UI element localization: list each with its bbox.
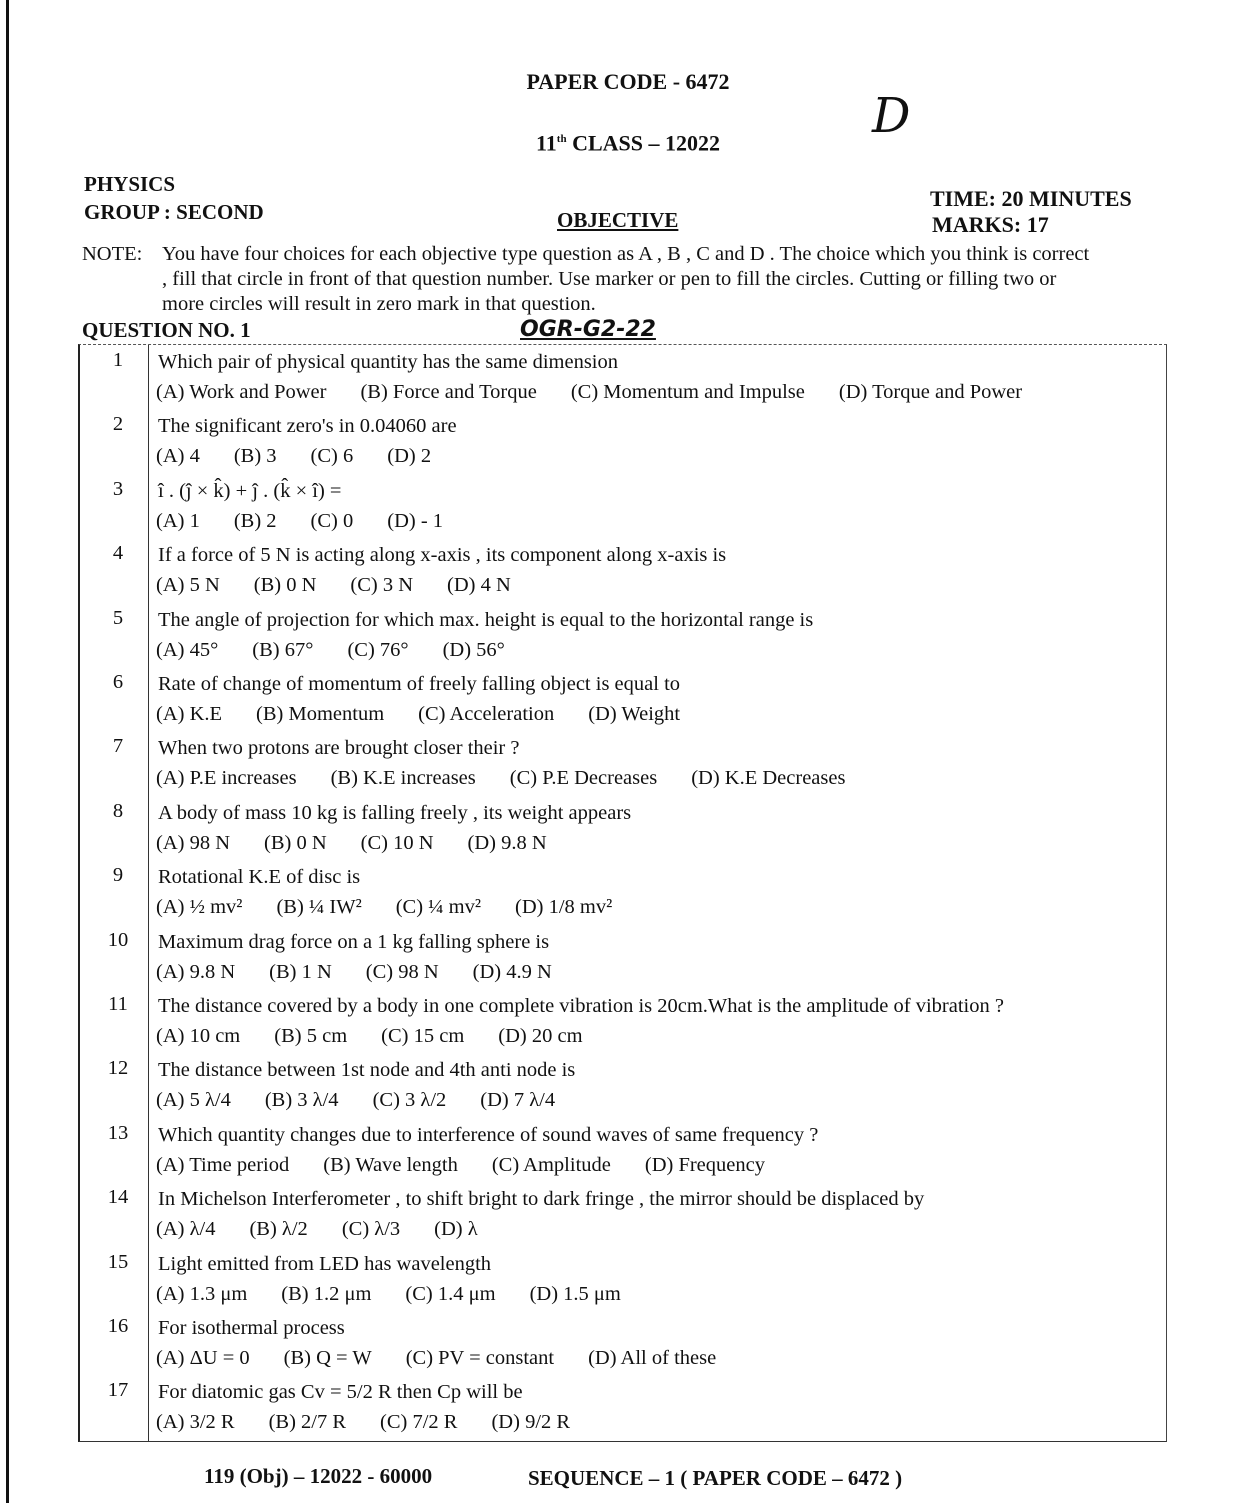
option-b: (B) 2/7 R xyxy=(268,1411,347,1434)
option-d: (D) λ xyxy=(434,1218,478,1241)
options xyxy=(156,1087,589,1113)
option-c: (C) 3 N xyxy=(350,574,414,597)
question-text: Which quantity changes due to interference of sound waves of same frequency ? xyxy=(158,1123,819,1146)
question-text: In Michelson Interferometer , to shift bright to dark fringe , the mirror should be displaced by xyxy=(158,1188,925,1211)
question-text: Rotational K.E of disc is xyxy=(158,866,361,889)
options xyxy=(156,830,581,856)
class-year: CLASS – 12022 xyxy=(566,130,720,156)
instructions-note xyxy=(82,242,1092,317)
option-a: (A) Work and Power xyxy=(156,381,327,403)
question-number: 3 xyxy=(112,477,124,500)
option-b: (B) 2 xyxy=(233,509,277,532)
group: GROUP : SECOND xyxy=(84,200,264,224)
question-number: 9 xyxy=(112,864,124,887)
scan-edge xyxy=(6,0,9,1503)
option-b: (B) 1 N xyxy=(269,960,332,983)
question-row xyxy=(80,1375,1166,1439)
option-c: (C) 6 xyxy=(310,445,354,468)
options xyxy=(156,1345,750,1371)
question-number: 7 xyxy=(112,735,124,758)
option-a: (A) 4 xyxy=(156,445,200,468)
time-limit: TIME: 20 MINUTES xyxy=(930,186,1132,211)
option-d: (D) 4.9 N xyxy=(472,960,552,983)
option-b: (B) K.E increases xyxy=(330,767,476,790)
question-number: 14 xyxy=(107,1186,129,1209)
option-d: (D) All of these xyxy=(588,1347,717,1369)
question-number-heading: QUESTION NO. 1 xyxy=(82,318,251,342)
options xyxy=(156,443,465,469)
question-row xyxy=(80,667,1166,731)
question-text: A body of mass 10 kg is falling freely , its weight appears xyxy=(158,801,632,824)
option-b: (B) Momentum xyxy=(256,703,385,725)
option-a: (A) 10 cm xyxy=(156,1025,241,1047)
handwritten-code: OGR-G2-22 xyxy=(520,317,656,342)
option-b: (B) λ/2 xyxy=(249,1218,308,1241)
question-number: 17 xyxy=(107,1379,129,1402)
question-text: Rate of change of momentum of freely falling object is equal to xyxy=(158,673,681,695)
option-b: (B) Wave length xyxy=(323,1153,458,1176)
question-text: If a force of 5 N is acting along x-axis , its component along x-axis is xyxy=(158,544,727,567)
option-c: (C) Momentum and Impulse xyxy=(570,381,805,403)
option-b: (B) 0 N xyxy=(253,574,317,597)
option-a: (A) 1 xyxy=(156,509,200,532)
option-d: (D) 1/8 mv² xyxy=(515,896,613,919)
options xyxy=(156,1216,512,1242)
question-text: For isothermal process xyxy=(158,1317,345,1339)
question-number: 6 xyxy=(112,671,124,693)
note-label: NOTE: xyxy=(82,243,143,265)
option-d: (D) 9/2 R xyxy=(491,1411,571,1434)
option-b: (B) 5 cm xyxy=(274,1025,348,1047)
option-d: (D) 2 xyxy=(387,445,432,468)
question-number: 4 xyxy=(112,542,124,565)
options xyxy=(156,1281,655,1307)
class-line xyxy=(0,127,1246,155)
option-c: (C) λ/3 xyxy=(341,1218,401,1241)
option-c: (C) 10 N xyxy=(360,831,434,854)
question-row xyxy=(80,538,1166,602)
question-number: 10 xyxy=(107,928,129,951)
option-d: (D) 4 N xyxy=(447,574,511,597)
total-marks: MARKS: 17 xyxy=(932,212,1049,237)
option-b: (B) 1.2 μm xyxy=(281,1282,372,1305)
question-number: 16 xyxy=(107,1315,129,1337)
option-a: (A) 5 N xyxy=(156,574,220,597)
question-number: 1 xyxy=(112,349,124,371)
option-b: (B) 67° xyxy=(252,638,314,661)
option-d: (D) K.E Decreases xyxy=(691,767,846,790)
option-a: (A) K.E xyxy=(156,703,223,725)
option-c: (C) 98 N xyxy=(365,960,439,983)
question-row xyxy=(80,345,1166,409)
question-row xyxy=(80,1247,1166,1311)
options xyxy=(156,379,1056,405)
question-text: The angle of projection for which max. height is equal to the horizontal range is xyxy=(158,608,814,631)
question-number: 2 xyxy=(112,413,124,436)
option-d: (D) 7 λ/4 xyxy=(480,1089,556,1112)
option-c: (C) ¼ mv² xyxy=(395,896,482,919)
option-b: (B) 0 N xyxy=(264,831,327,854)
option-c: (C) 7/2 R xyxy=(380,1411,458,1434)
option-a: (A) Time period xyxy=(156,1153,290,1176)
options xyxy=(156,572,545,598)
footer-sequence: SEQUENCE – 1 ( PAPER CODE – 6472 ) xyxy=(528,1466,903,1490)
option-d: (D) 20 cm xyxy=(498,1025,583,1047)
question-number: 12 xyxy=(107,1057,129,1080)
option-a: (A) ½ mv² xyxy=(156,896,243,919)
options xyxy=(156,894,646,920)
paper-code: PAPER CODE - 6472 xyxy=(526,69,730,94)
option-c: (C) 0 xyxy=(310,509,354,532)
question-text: The distance covered by a body in one complete vibration is 20cm.What is the amplitude of vibration ? xyxy=(158,995,1004,1017)
option-c: (C) 1.4 μm xyxy=(405,1282,496,1305)
option-d: (D) Frequency xyxy=(644,1153,765,1176)
class-sup: th xyxy=(556,133,567,145)
question-row xyxy=(80,409,1166,473)
option-a: (A) P.E increases xyxy=(156,767,297,790)
options xyxy=(156,701,714,727)
question-row xyxy=(80,1182,1166,1246)
footer-code: 119 (Obj) – 12022 - 60000 xyxy=(204,1464,433,1488)
option-a: (A) 5 λ/4 xyxy=(156,1089,231,1112)
option-d: (D) Torque and Power xyxy=(838,381,1023,403)
question-row xyxy=(80,1311,1166,1375)
question-text: î . (ĵ × k̂) + ĵ . (k̂ × î) = xyxy=(158,479,342,502)
option-c: (C) P.E Decreases xyxy=(509,767,658,790)
option-c: (C) 15 cm xyxy=(381,1025,465,1047)
option-c: (C) 3 λ/2 xyxy=(372,1089,447,1112)
options xyxy=(156,1152,799,1178)
option-c: (C) Amplitude xyxy=(491,1153,611,1176)
question-row xyxy=(80,603,1166,667)
options xyxy=(156,637,539,663)
option-a: (A) 9.8 N xyxy=(156,960,236,983)
options xyxy=(156,765,879,791)
question-text: Maximum drag force on a 1 kg falling sphere is xyxy=(158,930,550,953)
subject: PHYSICS xyxy=(84,172,176,196)
option-b: (B) Force and Torque xyxy=(360,381,537,403)
note-text: You have four choices for each objective type question as A , B , C and D . The choice which you think is correct , fill that circle in front of that question number. Use marker or pen to fill the circles. Cutting or filling two or more circles will result in zero mark in that question. xyxy=(162,243,1090,315)
options xyxy=(156,508,477,534)
class-number: 11 xyxy=(536,130,557,156)
options xyxy=(156,1409,604,1435)
question-row xyxy=(80,474,1166,538)
option-d: (D) 1.5 μm xyxy=(529,1282,621,1305)
option-a: (A) 45° xyxy=(156,638,219,661)
question-text: When two protons are brought closer their ? xyxy=(158,737,520,760)
option-b: (B) 3 xyxy=(233,445,277,468)
option-a: (A) 3/2 R xyxy=(156,1411,235,1434)
options xyxy=(156,1023,617,1049)
option-a: (A) λ/4 xyxy=(156,1218,216,1241)
option-d: (D) 56° xyxy=(442,638,505,661)
option-d: (D) - 1 xyxy=(387,509,444,532)
question-row xyxy=(80,796,1166,860)
question-number: 8 xyxy=(112,799,124,822)
question-text: Light emitted from LED has wavelength xyxy=(158,1252,492,1275)
handwritten-mark: D xyxy=(872,88,911,144)
question-row xyxy=(80,731,1166,795)
option-c: (C) PV = constant xyxy=(405,1347,555,1369)
question-number: 11 xyxy=(108,993,128,1015)
option-b: (B) ¼ IW² xyxy=(276,896,362,919)
option-b: (B) 3 λ/4 xyxy=(264,1089,339,1112)
options xyxy=(156,959,586,985)
question-number: 5 xyxy=(112,606,124,629)
question-row xyxy=(80,860,1166,924)
option-d: (D) 9.8 N xyxy=(467,831,547,854)
question-row xyxy=(80,989,1166,1053)
question-row xyxy=(80,1118,1166,1182)
option-a: (A) 98 N xyxy=(156,831,231,854)
question-row xyxy=(80,1053,1166,1117)
option-d: (D) Weight xyxy=(588,703,681,725)
option-c: (C) 76° xyxy=(347,638,409,661)
questions-table xyxy=(78,344,1167,1442)
section-title: OBJECTIVE xyxy=(557,208,679,232)
question-number: 13 xyxy=(107,1121,129,1144)
option-c: (C) Acceleration xyxy=(418,703,555,725)
question-text: For diatomic gas Cv = 5/2 R then Cp will be xyxy=(158,1381,523,1404)
question-row xyxy=(80,925,1166,989)
option-b: (B) Q = W xyxy=(283,1347,372,1369)
question-text: The distance between 1st node and 4th anti node is xyxy=(158,1059,576,1082)
question-text: The significant zero's in 0.04060 are xyxy=(158,415,457,438)
option-a: (A) ΔU = 0 xyxy=(156,1347,250,1369)
question-text: Which pair of physical quantity has the same dimension xyxy=(158,351,618,373)
option-a: (A) 1.3 μm xyxy=(156,1282,248,1305)
question-number: 15 xyxy=(107,1250,129,1273)
